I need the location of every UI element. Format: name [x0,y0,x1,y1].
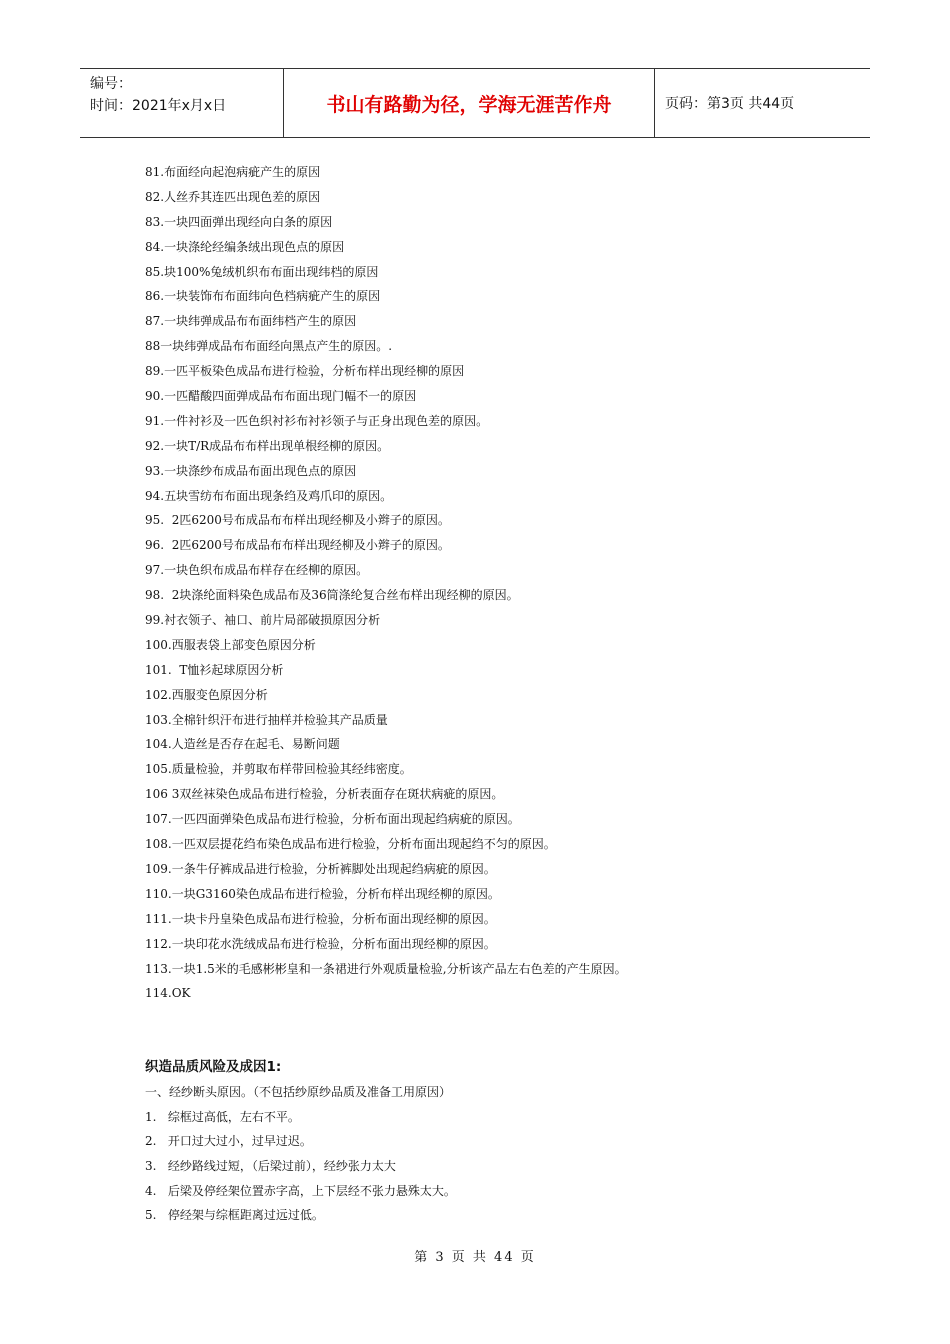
section-item: 1. 综框过高低，左右不平。 [145,1109,300,1124]
list-item: 96. 2匹6200号布成品布布样出现经柳及小辫子的原因。 [145,538,450,553]
list-item: 92.一块T/R成品布布样出现单根经柳的原因。 [145,438,390,453]
list-item: 81.布面经向起泡病疵产生的原因 [145,165,321,179]
list-item: 112.一块印花水洗绒成品布进行检验，分析布面出现经柳的原因。 [145,936,496,951]
list-item: 98. 2块涤纶面料染色成品布及36筒涤纶复合丝布样出现经柳的原因。 [145,588,519,603]
list-item: 99.衬衣领子、袖口、前片局部破损原因分析 [145,613,381,628]
list-item: 110.一块G3160染色成品布进行检验，分析布样出现经柳的原因。 [145,886,500,901]
header-motto: 书山有路勤为径，学海无涯苦作舟 [283,69,655,137]
list-item: 104.人造丝是否存在起毛、易断问题 [145,737,340,752]
list-item: 108.一匹双层提花绉布染色成品布进行检验，分析布面出现起绉不匀的原因。 [145,837,556,852]
question-list [145,160,845,1006]
header-meta [80,69,283,137]
list-item: 101. T恤衫起球原因分析 [145,662,284,677]
section-item: 3. 经纱路线过短，（后梁过前），经纱张力太大 [145,1159,396,1174]
number-label: 编号： [90,76,132,92]
list-item: 114.OK [145,986,191,1001]
list-item: 109.一条牛仔裤成品进行检验，分析裤脚处出现起绉病疵的原因。 [145,861,496,876]
list-item: 86.一块装饰布布面纬向色档病疵产生的原因 [145,289,381,304]
weaving-quality-section [145,1056,845,1228]
list-item: 111.一块卡丹皇染色成品布进行检验，分析布面出现经柳的原因。 [145,911,496,926]
list-item: 89.一匹平板染色成品布进行检验，分析布样出现经柳的原因 [145,364,465,379]
page-footer: 第 3 页 共 44 页 [414,1250,536,1265]
list-item: 113.一块1.5米的毛感彬彬皇和一条裙进行外观质量检验,分析该产品左右色差的产生原因。 [145,961,627,976]
list-item: 103.全棉针织汗布进行抽样并检验其产品质量 [145,712,388,727]
list-item: 100.西服表袋上部变色原因分析 [145,637,316,652]
list-item: 105.质量检验，并剪取布样带回检验其经纬密度。 [145,762,412,777]
section-item: 4. 后梁及停经架位置赤字高，上下层经不张力悬殊太大。 [145,1183,456,1198]
section-item: 5. 停经架与综框距离过远过低。 [145,1208,324,1223]
list-item: 107.一匹四面弹染色成品布进行检验，分析布面出现起绉病疵的原因。 [145,812,520,827]
list-item: 82.人丝乔其连匹出现色差的原因 [145,189,321,204]
list-item: 97.一块色织布成品布样存在经柳的原因。 [145,563,369,578]
list-item: 87.一块纬弹成品布布面纬档产生的原因 [145,314,357,329]
list-item: 85.块100%兔绒机织布布面出现纬档的原因 [145,264,379,279]
list-item: 90.一匹醋酸四面弹成品布布面出现门幅不一的原因 [145,389,417,404]
list-item: 102.西服变色原因分析 [145,687,268,702]
header-page-info: 页码：第3页 共44页 [665,96,795,112]
list-item: 106 3双丝袜染色成品布进行检验，分析表面存在斑状病疵的原因。 [145,787,504,802]
time-label: 时间：2021年x月x日 [90,98,227,114]
list-item: 91.一件衬衫及一匹色织衬衫布衬衫领子与正身出现色差的原因。 [145,413,489,428]
page-header [80,68,870,138]
section-title: 织造品质风险及成因1: [145,1059,282,1075]
list-item: 95. 2匹6200号布成品布布样出现经柳及小辫子的原因。 [145,513,450,528]
section-subtitle: 一、经纱断头原因。（不包括纱原纱品质及准备工用原因） [145,1085,452,1099]
list-item: 83.一块四面弹出现经向白条的原因 [145,214,333,229]
list-item: 84.一块涤纶经编条绒出现色点的原因 [145,239,345,254]
list-item: 93.一块涤纱布成品布面出现色点的原因 [145,463,357,478]
list-item: 88一块纬弹成品布布面经向黑点产生的原因。. [145,339,393,354]
list-item: 94.五块雪纺布布面出现条绉及鸡爪印的原因。 [145,488,393,503]
section-item: 2. 开口过大过小，过早过迟。 [145,1134,312,1149]
